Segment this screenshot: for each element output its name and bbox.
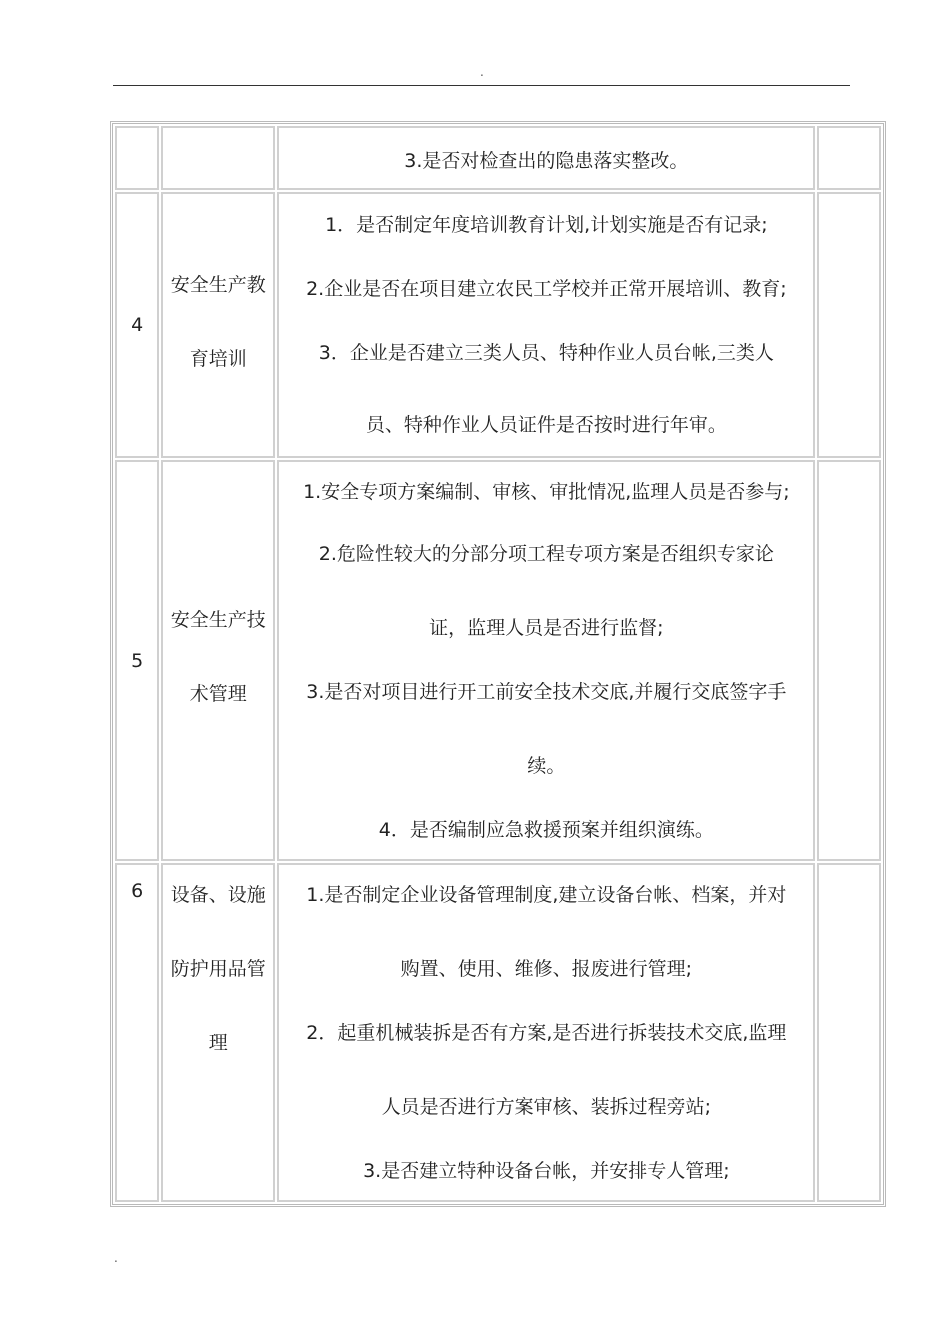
- header-rule: [113, 85, 850, 86]
- content-line: 2．起重机械装拆是否有方案,是否进行拆装技术交底,监理: [306, 1022, 787, 1044]
- item-number: 4: [131, 314, 144, 336]
- footer-dot: .: [114, 1251, 118, 1265]
- remark-cell: [817, 460, 881, 861]
- inspection-table: [110, 121, 886, 1207]
- content-line: 4．是否编制应急救援预案并组织演练。: [378, 819, 714, 841]
- table-row: [115, 863, 881, 1202]
- content-line: 证，监理人员是否进行监督;: [429, 617, 664, 639]
- content-cell: [277, 126, 815, 190]
- content-line: 1．是否制定年度培训教育计划,计划实施是否有记录;: [325, 214, 768, 236]
- content-line: 2.企业是否在项目建立农民工学校并正常开展培训、教育;: [306, 278, 787, 300]
- category-line: 安全生产教: [170, 274, 266, 296]
- category-cell: [161, 192, 275, 458]
- category-line: 设备、设施: [170, 884, 266, 906]
- content-line: 1.是否制定企业设备管理制度,建立设备台帐、档案，并对: [306, 884, 787, 906]
- content-cell: [277, 863, 815, 1202]
- item-number-cell: [115, 126, 159, 190]
- table-row: [115, 192, 881, 458]
- content-line: 人员是否进行方案审核、装拆过程旁站;: [381, 1096, 712, 1118]
- content-line: 2.危险性较大的分部分项工程专项方案是否组织专家论: [318, 543, 774, 565]
- category-cell: [161, 126, 275, 190]
- item-number-cell: [115, 192, 159, 458]
- category-cell: [161, 460, 275, 861]
- content-cell: [277, 460, 815, 861]
- category-cell: [161, 863, 275, 1202]
- item-number-cell: [115, 863, 159, 1202]
- category-line: 育培训: [189, 348, 247, 370]
- item-number: 5: [131, 649, 144, 672]
- remark-cell: [817, 192, 881, 458]
- content-line: 续。: [527, 755, 566, 777]
- category-line: 安全生产技: [170, 609, 266, 631]
- content-line: 3.是否对项目进行开工前安全技术交底,并履行交底签字手: [306, 681, 787, 703]
- content-line: 3．企业是否建立三类人员、特种作业人员台帐,三类人: [318, 342, 774, 364]
- content-cell: [277, 192, 815, 458]
- category-line: 理: [208, 1032, 228, 1054]
- remark-cell: [817, 126, 881, 190]
- table-row: [115, 460, 881, 861]
- content-line: 员、特种作业人员证件是否按时进行年审。: [365, 414, 727, 436]
- item-number: 6: [131, 880, 144, 902]
- item-number-cell: [115, 460, 159, 861]
- header-dot: .: [480, 65, 484, 79]
- remark-cell: [817, 863, 881, 1202]
- content-line: 3.是否建立特种设备台帐，并安排专人管理;: [363, 1160, 730, 1182]
- content-line: 购置、使用、维修、报废进行管理;: [400, 958, 693, 980]
- content-line: 3.是否对检查出的隐患落实整改。: [404, 150, 689, 172]
- content-line: 1.安全专项方案编制、审核、审批情况,监理人员是否参与;: [303, 481, 790, 503]
- category-line: 术管理: [189, 683, 247, 705]
- category-line: 防护用品管: [170, 958, 266, 980]
- table-row: [115, 126, 881, 190]
